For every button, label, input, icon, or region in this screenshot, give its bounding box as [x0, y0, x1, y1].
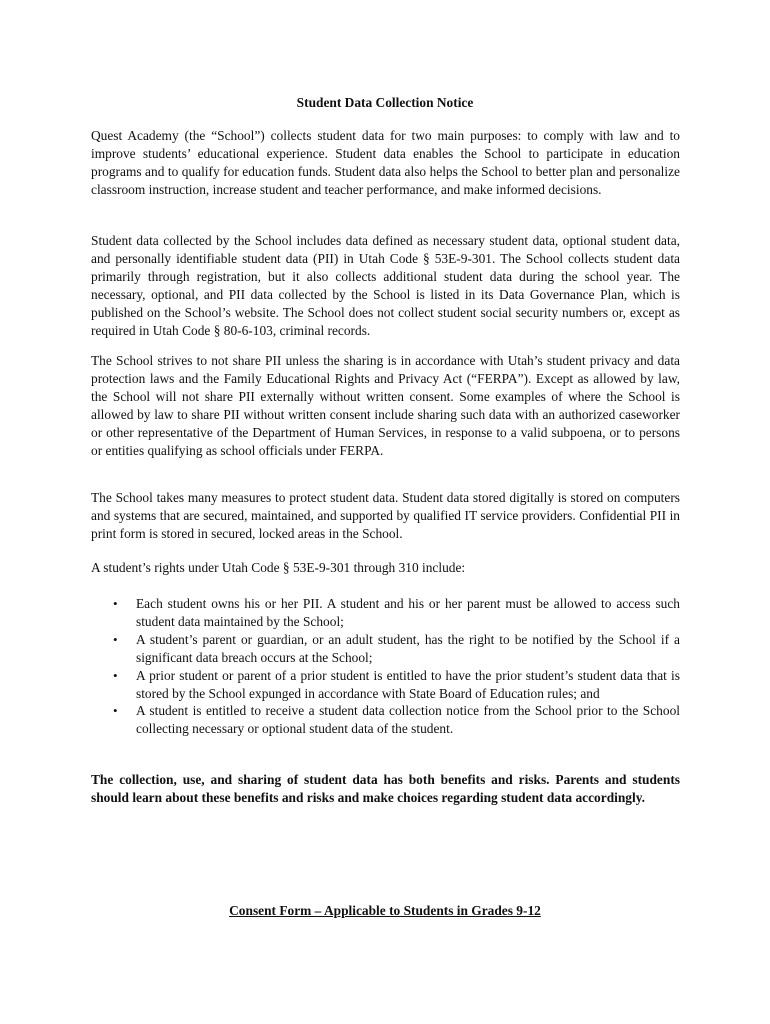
consent-form-heading: Consent Form – Applicable to Students in Grades 9-12 [229, 903, 541, 918]
rights-list-item [91, 667, 680, 703]
paragraph-rights-intro: A student’s rights under Utah Code § 53E-9-301 through 310 include: [91, 560, 466, 575]
rights-item-text: Each student owns his or her PII. A student and his or her parent must be allowed to access such student data maintained by the School; [136, 596, 680, 629]
rights-list [91, 595, 680, 738]
bullet-icon: • [113, 631, 118, 647]
paragraph-sharing: The School strives to not share PII unless the sharing is in accordance with Utah’s student privacy and data protection laws and the Family Educational Rights and Privacy Act (“FERPA”). Except as allowed by law, the School will not share PII externally without written consent. Some examples of where the School is allowed by law to share PII without written consent include sharing such data with an authorized caseworker or other representative of the Department of Human Services, in response to a valid subpoena, or to persons or entities qualifying as school officials under FERPA. [91, 353, 680, 458]
rights-list-item [91, 595, 680, 631]
rights-item-text: A student’s parent or guardian, or an adult student, has the right to be notified by the School if a significant data breach occurs at the School; [136, 631, 680, 665]
closing-statement: The collection, use, and sharing of student data has both benefits and risks. Parents and students should learn about these benefits and risks and make choices regarding student data accordingly. [91, 772, 680, 805]
bullet-icon: • [113, 703, 118, 719]
document-title: Student Data Collection Notice [296, 95, 474, 110]
bullet-icon: • [113, 667, 118, 683]
rights-item-text: A student is entitled to receive a student data collection notice from the School prior to the School collecting necessary or optional student data of the student. [136, 703, 680, 737]
rights-list-item [91, 702, 680, 738]
bullet-icon: • [113, 596, 118, 611]
rights-list-item [91, 631, 680, 667]
paragraph-data-collected: Student data collected by the School includes data defined as necessary student data, optional student data, and personally identifiable student data (PII) in Utah Code § 53E-9-301. The School collects student data primarily through registration, but it also collects additional student data during the school year. The necessary, optional, and PII data collected by the School is listed in its Data Governance Plan, which is published on the School’s website. The School does not collect student social security numbers or, except as required in Utah Code § 80-6-103, criminal records. [91, 233, 680, 338]
paragraph-purpose: Quest Academy (the “School”) collects student data for two main purposes: to comply with law and to improve students’ educational experience. Student data enables the School to participate in education programs and to qualify for education funds. Student data also helps the School to better plan and personalize classroom instruction, increase student and teacher performance, and make informed decisions. [91, 128, 680, 197]
rights-item-text: A prior student or parent of a prior student is entitled to have the prior student’s student data that is stored by the School expunged in accordance with State Board of Education rules; and [136, 667, 680, 701]
paragraph-protection: The School takes many measures to protect student data. Student data stored digitally is stored on computers and systems that are secured, maintained, and supported by qualified IT service providers. Confidential PII in print form is stored in secured, locked areas in the School. [91, 490, 680, 541]
